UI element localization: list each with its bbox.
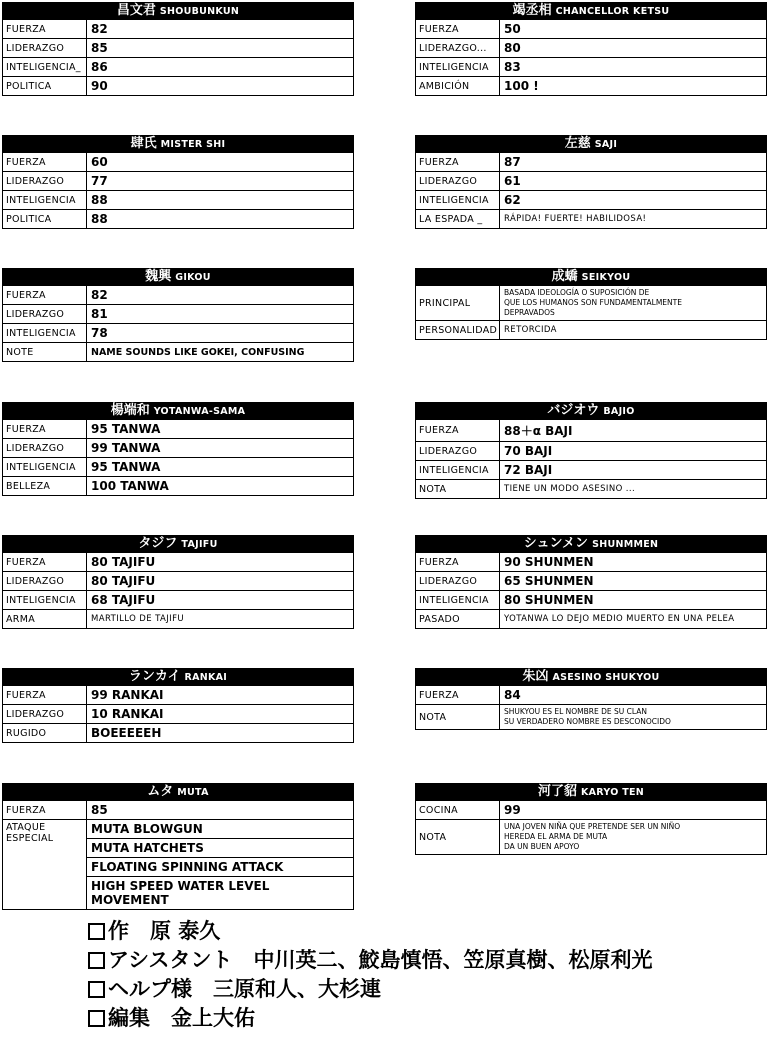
stat-label: FUERZA [3,153,87,171]
card-title [2,783,354,801]
stat-value: 61 [504,174,521,188]
stat-card [2,135,354,229]
card-title [2,135,354,153]
stat-card [2,783,354,910]
character-name-romaji: RANKAI [184,672,228,683]
character-name-romaji: GIKOU [175,272,211,283]
stat-value: 70 BAJI [504,444,553,458]
stat-value: SHUKYOU ES EL NOMBRE DE SU CLAN SU VERDADERO NOMBRE ES DESCONOCIDO [504,707,671,726]
stat-value: 78 [91,326,108,340]
character-name-jp: シュンメン [523,536,589,551]
stat-value: 95 TANWA [91,460,161,474]
character-name-romaji: SAJI [594,139,618,150]
stat-table [415,286,767,340]
stat-card [2,2,354,96]
stat-row [3,286,353,305]
stat-row [3,343,353,361]
stat-label: LIDERAZGO [3,439,87,457]
stat-label: FUERZA [416,20,500,38]
stat-table [415,20,767,96]
stat-label: LIDERAZGO... [416,39,500,57]
stat-value: 100 ! [504,79,539,93]
stat-label: ATAQUE ESPECIAL [3,820,87,909]
card-title [415,268,767,286]
character-name-romaji: SEIKYOU [581,272,631,283]
stat-value: NAME SOUNDS LIKE GOKEI, CONFUSING [91,346,305,358]
stat-label: FUERZA [3,686,87,704]
stat-row [3,477,353,495]
stat-value: 90 SHUNMEN [504,555,594,569]
stat-row [3,305,353,324]
character-name-romaji: SHUNMMEN [592,539,659,550]
character-name-jp: 楊端和 [110,403,150,418]
stat-card [415,535,767,629]
card-title [2,668,354,686]
credit-line: 作 原 泰久 [88,916,653,945]
stat-value: 10 RANKAI [91,707,164,721]
stat-value: FLOATING SPINNING ATTACK [87,858,353,877]
stat-value: 85 [91,803,108,817]
stat-label: COCINA [416,801,500,819]
stat-row [3,439,353,458]
stat-label: PASADO [416,610,500,628]
stat-label: FUERZA [3,20,87,38]
stat-value: HIGH SPEED WATER LEVEL MOVEMENT [91,879,270,907]
stat-label: INTELIGENCIA [3,324,87,342]
stat-row [3,610,353,628]
card-title [2,268,354,286]
character-name-romaji: MISTER SHI [160,139,226,150]
stat-row [416,820,766,854]
stat-value: 85 [91,41,108,55]
stat-row [416,705,766,729]
stat-row [416,572,766,591]
stat-label: FUERZA [416,686,500,704]
stat-row [416,153,766,172]
stat-value: 88 [91,212,108,226]
stat-row [3,724,353,742]
stat-label: LIDERAZGO [3,572,87,590]
stat-row [3,686,353,705]
stat-table [415,420,767,499]
stat-value: MUTA BLOWGUN [87,820,353,839]
stat-row [416,286,766,321]
credit-line: ヘルプ様 三原和人、大杉連 [88,974,653,1003]
card-title [415,535,767,553]
stat-value: 80 [504,41,521,55]
stat-value: TIENE UN MODO ASESINO ... [504,484,636,494]
stat-label: PRINCIPAL [416,286,500,320]
stat-label: NOTE [3,343,87,361]
stat-value: RETORCIDA [504,325,557,335]
stat-card [415,135,767,229]
stat-value: 80 TAJIFU [91,555,156,569]
character-name-romaji: YOTANWA-SAMA [153,406,246,417]
stat-row [3,153,353,172]
stat-value: BOEEEEEH [91,726,162,740]
stat-value: 82 [91,22,108,36]
card-title [2,535,354,553]
stat-card [2,402,354,496]
card-title [415,783,767,801]
stat-row [3,210,353,228]
stat-value: 60 [91,155,108,169]
card-title [415,402,767,420]
stat-row [3,801,353,820]
stat-value: 65 SHUNMEN [504,574,594,588]
stat-value: 90 [91,79,108,93]
stat-label: POLITICA [3,210,87,228]
character-name-jp: 河了貂 [537,784,577,799]
stat-row [416,686,766,705]
stat-value: RÁPIDA! FUERTE! HABILIDOSA! [504,214,647,224]
stat-value: BASADA IDEOLOGÍA O SUPOSICIÓN DE QUE LOS HUMANOS SON FUNDAMENTALMENTE DEPRAVADOS [504,288,682,317]
stat-label: POLITICA [3,77,87,95]
stat-label: INTELIGENCIA [3,591,87,609]
stat-value: 99 TANWA [91,441,161,455]
stat-value: MARTILLO DE TAJIFU [91,614,184,624]
stat-table [2,553,354,629]
stat-row [3,20,353,39]
character-name-jp: 朱凶 [522,669,549,684]
character-name-romaji: BAJIO [603,406,635,417]
checkbox-square-icon [88,1010,105,1027]
stat-label: LIDERAZGO [3,305,87,323]
stat-label: FUERZA [3,801,87,819]
card-title [2,402,354,420]
stat-value-list [87,820,353,909]
stat-label: FUERZA [3,553,87,571]
stat-value: 88 [91,193,108,207]
stat-row [3,77,353,95]
stat-row [416,801,766,820]
stat-label: LIDERAZGO [416,442,500,460]
stat-value: 80 TAJIFU [91,574,156,588]
stat-value: 82 [91,288,108,302]
credit-line: アシスタント 中川英二、鮫島慎悟、笠原真樹、松原利光 [88,945,653,974]
stat-table [2,801,354,910]
stat-label: LIDERAZGO [3,172,87,190]
stat-label: BELLEZA [3,477,87,495]
stat-label: FUERZA [416,420,500,441]
credit-line: 編集 金上大佑 [88,1003,653,1032]
stat-value: MUTA HATCHETS [87,839,353,858]
stat-label: LA ESPADA _ [416,210,500,228]
character-name-jp: 竭丞相 [512,3,552,18]
character-name-romaji: CHANCELLOR KETSU [555,6,670,17]
stat-row [3,705,353,724]
stat-row [416,442,766,461]
character-name-jp: タジフ [138,536,178,551]
card-title [415,2,767,20]
stat-table [2,153,354,229]
stat-row [3,458,353,477]
stat-label: FUERZA [416,553,500,571]
stat-row [416,58,766,77]
stat-label: LIDERAZGO [3,39,87,57]
character-name-romaji: MUTA [177,787,209,798]
stat-label: INTELIGENCIA [416,191,500,209]
stat-table [2,20,354,96]
stat-label: AMBICIÓN [416,77,500,95]
stat-value: 87 [504,155,521,169]
stat-row [3,591,353,610]
stat-table [2,286,354,362]
character-name-romaji: TAJIFU [181,539,218,550]
stat-label: INTELIGENCIA [416,591,500,609]
stat-row [416,480,766,498]
stat-row [3,420,353,439]
card-title [415,668,767,686]
stat-value: 68 TAJIFU [91,593,156,607]
stat-card [2,535,354,629]
stat-row [416,172,766,191]
stat-row [416,591,766,610]
stat-label: NOTA [416,820,500,854]
stat-card [2,668,354,743]
stat-label: PERSONALIDAD [416,321,500,339]
stat-label: INTELIGENCIA_ [3,58,87,76]
stat-row [416,553,766,572]
stat-label: FUERZA [3,286,87,304]
stat-row [3,572,353,591]
character-name-jp: ランカイ [128,669,181,684]
stat-row [416,210,766,228]
stat-value: 72 BAJI [504,463,553,477]
stat-card [415,268,767,340]
checkbox-square-icon [88,952,105,969]
stat-value: 77 [91,174,108,188]
character-name-romaji: SHOUBUNKUN [159,6,240,17]
stat-table [415,801,767,855]
stat-card [415,2,767,96]
stat-label: INTELIGENCIA [3,191,87,209]
stat-value: 86 [91,60,108,74]
card-title [2,2,354,20]
stat-label: INTELIGENCIA [3,458,87,476]
stat-label: INTELIGENCIA [416,461,500,479]
checkbox-square-icon [88,981,105,998]
character-name-jp: 昌文君 [116,3,156,18]
stat-row [416,20,766,39]
stat-value: UNA JOVEN NIÑA QUE PRETENDE SER UN NIÑO HEREDA EL ARMA DE MUTA DA UN BUEN APOYO [504,822,681,851]
character-name-jp: ムタ [147,784,174,799]
stat-row [3,39,353,58]
stat-value: 88＋α BAJI [504,424,573,438]
stat-table [415,153,767,229]
stat-label: LIDERAZGO [416,572,500,590]
character-name-jp: 成蟜 [551,269,578,284]
character-name-jp: 左慈 [564,136,591,151]
stat-label: LIDERAZGO [416,172,500,190]
stat-value: 50 [504,22,521,36]
stat-label: NOTA [416,705,500,729]
stat-row [416,321,766,339]
stat-label: FUERZA [3,420,87,438]
stat-row [3,324,353,343]
stat-value: 80 SHUNMEN [504,593,594,607]
character-name-jp: バジオウ [547,403,600,418]
stat-row [416,191,766,210]
stat-value: 95 TANWA [91,422,161,436]
stat-table [415,553,767,629]
stat-table [415,686,767,730]
character-name-jp: 魏興 [145,269,172,284]
stat-label: NOTA [416,480,500,498]
stat-card [415,783,767,855]
stat-row [3,58,353,77]
stat-value: 100 TANWA [91,479,169,493]
stat-row [3,172,353,191]
stat-table [2,420,354,496]
stat-row [3,191,353,210]
stat-label: ARMA [3,610,87,628]
stat-card [415,668,767,730]
stat-row [416,77,766,95]
stat-row [416,420,766,442]
stat-row [3,820,353,909]
character-name-romaji: ASESINO SHUKYOU [552,672,660,683]
stat-value: 84 [504,688,521,702]
stat-table [2,686,354,743]
stat-value: YOTANWA LO DEJO MEDIO MUERTO EN UNA PELEA [504,614,735,624]
stat-row [416,461,766,480]
character-name-jp: 肆氏 [130,136,157,151]
stat-label: FUERZA [416,153,500,171]
stat-row [416,39,766,58]
card-title [415,135,767,153]
stat-row [3,553,353,572]
stat-value: 99 [504,803,521,817]
stat-label: INTELIGENCIA [416,58,500,76]
stat-label: RUGIDO [3,724,87,742]
stat-value: 81 [91,307,108,321]
character-name-romaji: KARYO TEN [580,787,645,798]
stat-value: 83 [504,60,521,74]
stat-label: LIDERAZGO [3,705,87,723]
stat-card [2,268,354,362]
credits-block [88,916,653,1032]
stat-value: 62 [504,193,521,207]
stat-value: 99 RANKAI [91,688,164,702]
checkbox-square-icon [88,923,105,940]
stat-card [415,402,767,499]
stat-row [416,610,766,628]
